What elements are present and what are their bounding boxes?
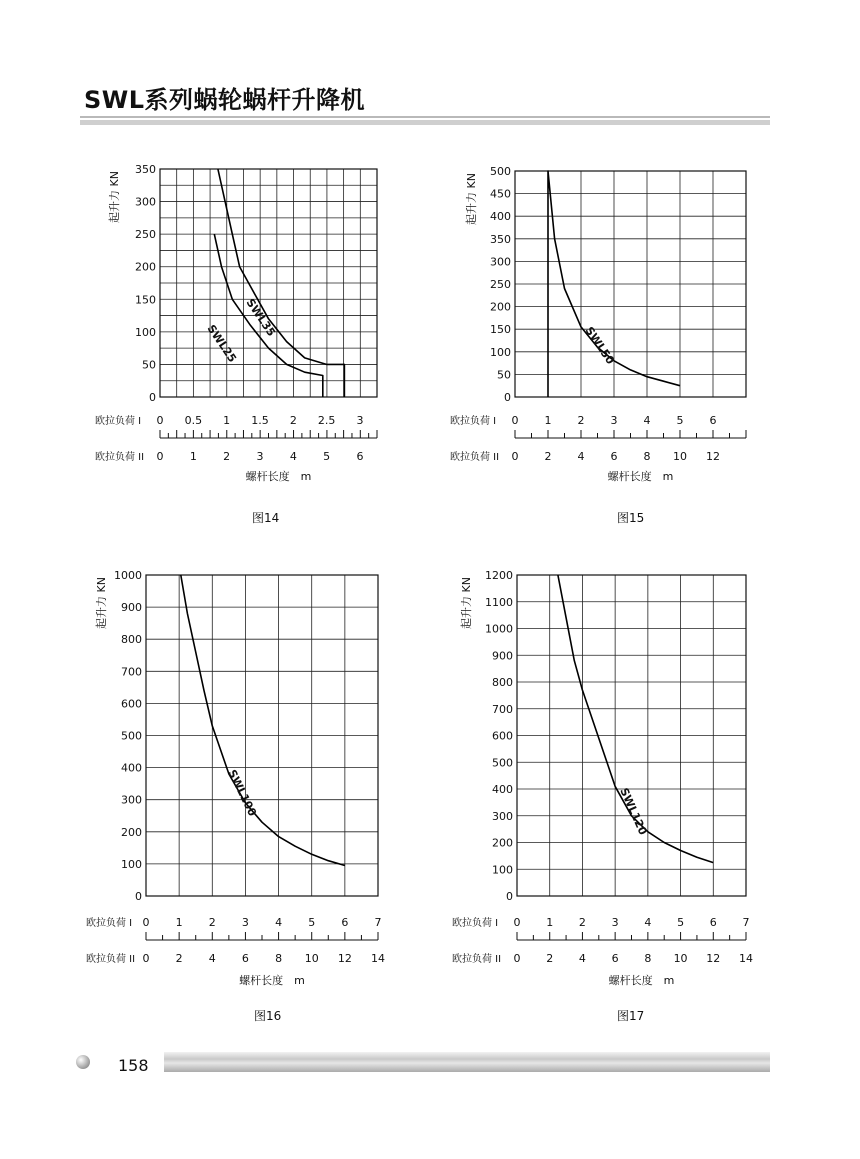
y-tick-label: 600 xyxy=(121,697,142,711)
y-tick-label: 1200 xyxy=(485,569,513,582)
y-tick-label: 300 xyxy=(121,793,142,807)
euler-2-tick-label: 4 xyxy=(577,450,585,463)
euler-2-tick-label: 0 xyxy=(513,952,521,965)
euler-2-tick-label: 10 xyxy=(304,952,319,965)
y-tick-label: 1100 xyxy=(485,595,513,609)
x-axis-title: 螺杆长度 m xyxy=(608,974,675,987)
euler-2-label: 欧拉负荷 II xyxy=(86,954,136,965)
euler-1-tick-label: 1 xyxy=(175,916,183,929)
euler-1-tick-label: 2.5 xyxy=(317,414,336,427)
euler-2-tick-label: 3 xyxy=(256,450,264,463)
y-tick-label: 600 xyxy=(492,729,513,743)
euler-2-tick-label: 0 xyxy=(156,450,164,463)
euler-1-tick-label: 7 xyxy=(374,916,382,929)
x-axis-title: 螺杆长度 m xyxy=(607,470,674,483)
euler-2-tick-label: 10 xyxy=(673,450,687,463)
y-axis-title: 起升力 KN xyxy=(460,577,473,629)
y-tick-label: 900 xyxy=(492,649,513,663)
y-axis-title: 起升力 KN xyxy=(95,577,108,629)
euler-1-tick-label: 0 xyxy=(142,916,150,929)
y-tick-label: 700 xyxy=(492,702,513,716)
y-tick-label: 100 xyxy=(121,857,142,871)
euler-1-tick-label: 6 xyxy=(341,916,349,929)
euler-2-tick-label: 5 xyxy=(323,450,331,463)
y-tick-label: 450 xyxy=(490,187,511,201)
euler-1-tick-label: 6 xyxy=(709,414,717,427)
euler-1-tick-label: 4 xyxy=(275,916,283,929)
euler-1-tick-label: 4 xyxy=(644,916,652,929)
euler-2-tick-label: 2 xyxy=(223,450,231,463)
y-tick-label: 300 xyxy=(492,809,513,823)
euler-1-tick-label: 3 xyxy=(611,916,619,929)
euler-2-tick-label: 12 xyxy=(706,952,721,965)
y-tick-label: 300 xyxy=(490,255,511,269)
y-tick-label: 350 xyxy=(490,232,511,246)
euler-2-tick-label: 12 xyxy=(337,952,352,965)
euler-1-tick-label: 3 xyxy=(241,916,249,929)
euler-2-label: 欧拉负荷 II xyxy=(95,452,145,463)
euler-1-tick-label: 6 xyxy=(709,916,717,929)
y-tick-label: 0 xyxy=(504,391,511,404)
x-axis-title: 螺杆长度 m xyxy=(239,974,305,987)
y-axis-title: 起升力 KN xyxy=(465,173,478,225)
caption-fig17: 图17 xyxy=(617,1009,645,1023)
series-label-swl100: SWL100 xyxy=(225,767,259,819)
euler-2-tick-label: 6 xyxy=(611,952,619,965)
euler-2-tick-label: 2 xyxy=(546,952,554,965)
y-tick-label: 200 xyxy=(492,836,513,850)
euler-1-tick-label: 5 xyxy=(676,414,684,427)
euler-1-tick-label: 3 xyxy=(356,414,364,427)
euler-2-tick-label: 8 xyxy=(643,450,651,463)
y-tick-label: 0 xyxy=(506,890,513,903)
series-label-swl50: SWL50 xyxy=(582,324,617,367)
euler-2-tick-label: 4 xyxy=(578,952,586,965)
y-tick-label: 150 xyxy=(135,293,156,307)
euler-2-label: 欧拉负荷 II xyxy=(450,452,500,463)
euler-1-label: 欧拉负荷 I xyxy=(95,416,142,427)
euler-2-tick-label: 12 xyxy=(706,450,720,463)
footer-ball-icon xyxy=(76,1055,90,1069)
y-tick-label: 700 xyxy=(121,665,142,679)
euler-1-tick-label: 1 xyxy=(546,916,554,929)
series-label-swl120: SWL120 xyxy=(617,785,650,837)
euler-1-tick-label: 0.5 xyxy=(184,414,203,427)
y-tick-label: 250 xyxy=(135,228,156,242)
euler-2-tick-label: 6 xyxy=(610,450,618,463)
euler-2-tick-label: 8 xyxy=(275,952,283,965)
euler-1-tick-label: 1.5 xyxy=(251,414,269,427)
y-tick-label: 400 xyxy=(492,783,513,796)
euler-1-tick-label: 5 xyxy=(308,916,316,929)
euler-1-tick-label: 2 xyxy=(578,916,586,929)
y-tick-label: 0 xyxy=(149,391,156,404)
y-tick-label: 0 xyxy=(135,890,142,903)
euler-2-tick-label: 8 xyxy=(644,952,652,965)
euler-1-tick-label: 4 xyxy=(643,414,651,427)
euler-1-tick-label: 0 xyxy=(156,414,164,427)
euler-1-tick-label: 0 xyxy=(511,414,519,427)
euler-2-tick-label: 10 xyxy=(673,952,688,965)
y-tick-label: 500 xyxy=(490,165,511,178)
x-axis-title: 螺杆长度 m xyxy=(245,470,312,483)
y-tick-label: 500 xyxy=(492,756,513,770)
euler-2-tick-label: 2 xyxy=(175,952,183,965)
y-tick-label: 50 xyxy=(142,358,156,372)
footer-bar xyxy=(164,1052,770,1072)
y-tick-label: 1000 xyxy=(114,569,142,582)
euler-1-tick-label: 2 xyxy=(208,916,216,929)
y-tick-label: 900 xyxy=(121,601,142,615)
euler-2-tick-label: 4 xyxy=(289,450,297,463)
euler-2-tick-label: 4 xyxy=(208,952,216,965)
y-tick-label: 200 xyxy=(490,300,511,314)
euler-1-tick-label: 3 xyxy=(610,414,618,427)
euler-2-tick-label: 14 xyxy=(739,952,753,965)
series-label-swl35: SWL35 xyxy=(243,296,278,339)
euler-2-label: 欧拉负荷 II xyxy=(452,954,502,965)
y-tick-label: 400 xyxy=(121,761,142,775)
euler-1-label: 欧拉负荷 I xyxy=(86,918,133,929)
page-title: SWL系列蜗轮蜗杆升降机 xyxy=(84,86,366,114)
y-tick-label: 1000 xyxy=(485,622,513,636)
euler-2-tick-label: 0 xyxy=(142,952,150,965)
y-axis-title: 起升力 KN xyxy=(108,171,121,223)
euler-2-tick-label: 0 xyxy=(511,450,519,463)
euler-2-tick-label: 1 xyxy=(189,450,197,463)
y-tick-label: 200 xyxy=(135,260,156,274)
y-tick-label: 150 xyxy=(490,323,511,337)
y-tick-label: 200 xyxy=(121,825,142,839)
y-tick-label: 250 xyxy=(490,278,511,291)
y-tick-label: 800 xyxy=(492,676,513,689)
euler-1-tick-label: 1 xyxy=(223,414,231,427)
y-tick-label: 400 xyxy=(490,210,511,224)
caption-fig14: 图14 xyxy=(252,511,280,525)
euler-1-tick-label: 0 xyxy=(513,916,521,929)
y-tick-label: 100 xyxy=(492,863,513,877)
euler-1-tick-label: 7 xyxy=(742,916,750,929)
y-tick-label: 50 xyxy=(497,368,511,382)
euler-2-tick-label: 6 xyxy=(241,952,249,965)
euler-1-tick-label: 5 xyxy=(677,916,685,929)
page-number: 158 xyxy=(118,1056,149,1075)
euler-2-tick-label: 14 xyxy=(371,952,385,965)
euler-1-tick-label: 2 xyxy=(289,414,297,427)
euler-2-tick-label: 2 xyxy=(544,450,552,463)
caption-fig16: 图16 xyxy=(254,1009,282,1023)
y-tick-label: 300 xyxy=(135,195,156,209)
euler-1-tick-label: 2 xyxy=(577,414,585,427)
y-tick-label: 500 xyxy=(121,729,142,743)
euler-1-label: 欧拉负荷 I xyxy=(452,918,499,929)
euler-1-tick-label: 1 xyxy=(544,414,552,427)
y-tick-label: 100 xyxy=(490,345,511,359)
caption-fig15: 图15 xyxy=(617,511,645,525)
series-label-swl25: SWL25 xyxy=(204,322,239,365)
y-tick-label: 800 xyxy=(121,633,142,647)
y-tick-label: 100 xyxy=(135,325,156,339)
euler-2-tick-label: 6 xyxy=(356,450,364,463)
euler-1-label: 欧拉负荷 I xyxy=(450,416,497,427)
y-tick-label: 350 xyxy=(135,163,156,176)
